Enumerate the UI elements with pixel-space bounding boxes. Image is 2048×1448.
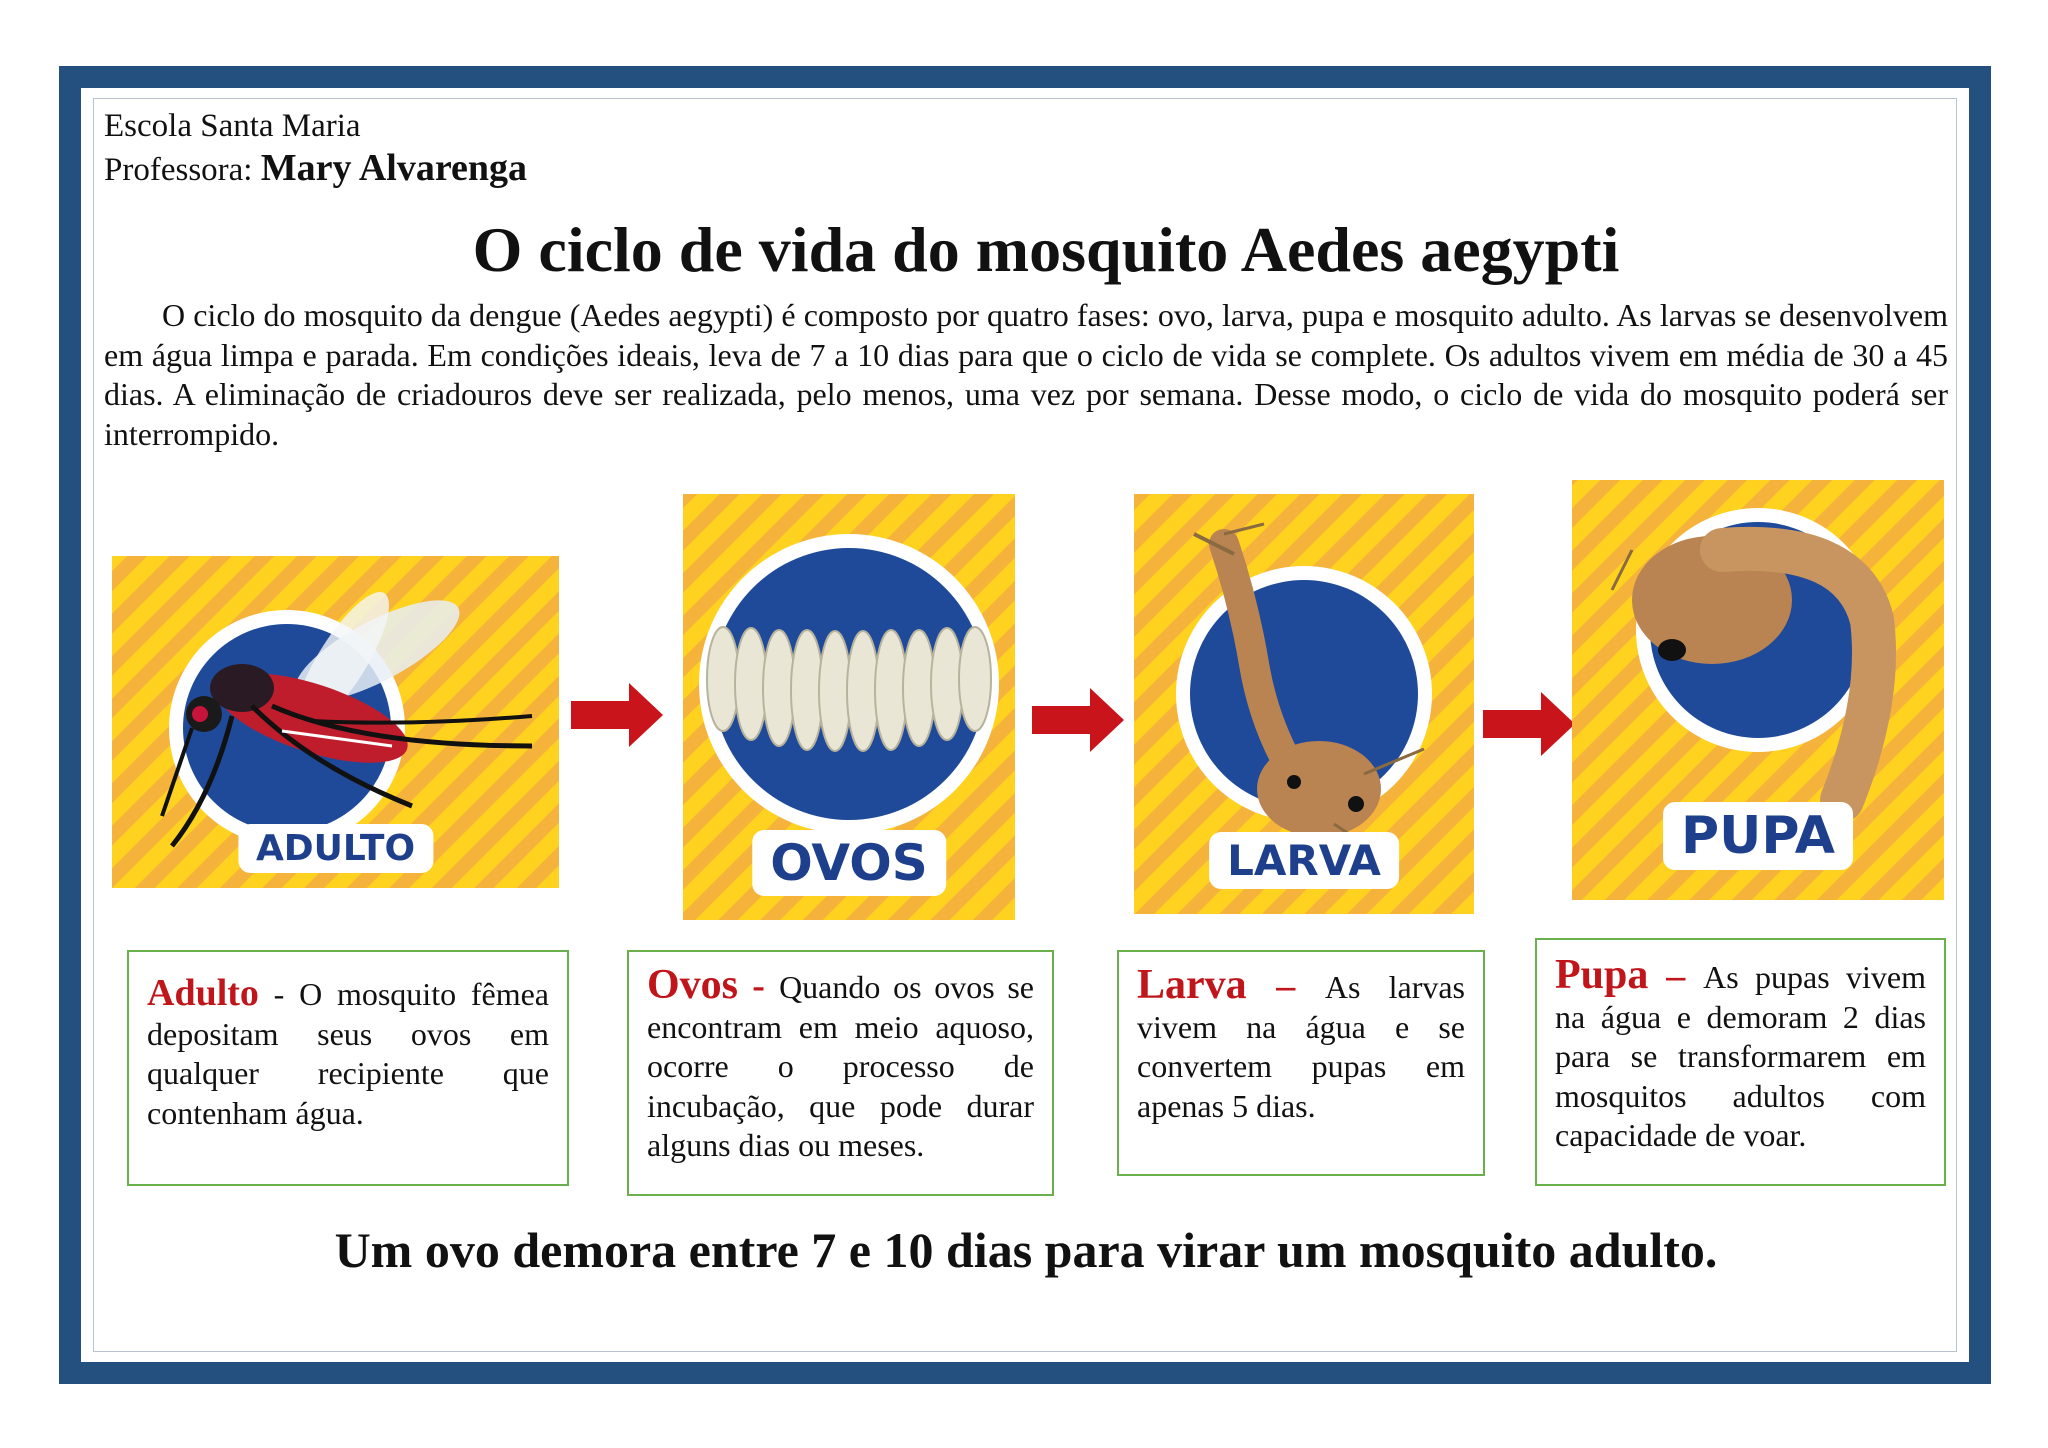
pupa-stage-card xyxy=(1572,480,1944,900)
arrow-right-icon xyxy=(1483,692,1575,756)
arrow-right-icon xyxy=(1032,688,1124,752)
pupa-separator: – xyxy=(1648,955,1704,997)
school-name: Escola Santa Maria xyxy=(104,108,361,144)
teacher-line xyxy=(104,146,527,192)
teacher-prefix: Professora: xyxy=(104,152,253,188)
eggs-card-label: OVOS xyxy=(752,830,946,896)
eggs-description-box xyxy=(627,950,1054,1196)
larva-card-label: LARVA xyxy=(1209,832,1399,889)
eggs-stage-card xyxy=(683,494,1015,920)
arrow-right-icon xyxy=(571,683,663,747)
page-title: O ciclo de vida do mosquito Aedes aegypti xyxy=(472,214,1620,285)
footer-statement: Um ovo demora entre 7 e 10 dias para virar um mosquito adulto. xyxy=(334,1222,1718,1278)
adult-stage-name: Adulto xyxy=(147,972,259,1014)
adult-description: O mosquito fêmea depositam seus ovos em qualquer recipiente que contenham água. xyxy=(147,976,549,1131)
intro-paragraph: O ciclo do mosquito da dengue (Aedes aegypti) é composto por quatro fases: ovo, larva, pupa e mosquito adulto. As larvas se desenvolvem em água limpa e parada. Em condições ideais, leva de 7 a 10 dias para que o ciclo de vida se complete. Os adultos vivem em média de 30 a 45 dias. A eliminação de criadouros deve ser realizada, pelo menos, uma vez por semana. Desse modo, o ciclo de vida do mosquito poderá ser interrompido. xyxy=(104,297,1948,452)
pupa-stage-name: Pupa xyxy=(1555,952,1649,998)
pupa-card-label: PUPA xyxy=(1663,802,1853,870)
larva-description-box xyxy=(1117,950,1485,1176)
adult-stage-card xyxy=(112,556,559,888)
larva-stage-name: Larva xyxy=(1137,962,1247,1008)
eggs-stage-name: Ovos xyxy=(647,962,739,1008)
larva-separator: – xyxy=(1246,965,1325,1007)
adult-card-label: ADULTO xyxy=(238,824,433,873)
adult-description-box xyxy=(127,950,569,1186)
larva-stage-card xyxy=(1134,494,1474,914)
teacher-name: Mary Alvarenga xyxy=(260,147,528,189)
pupa-description: As pupas vivem na água e demoram 2 dias para se transformarem em mosquitos adultos com capacidade de voar. xyxy=(1555,959,1927,1153)
larva-description: As larvas vivem na água e se convertem pupas em apenas 5 dias. xyxy=(1137,969,1465,1124)
eggs-separator: - xyxy=(738,965,780,1007)
eggs-description: Quando os ovos se encontram em meio aquoso, ocorre o processo de incubação, que pode durar alguns dias ou meses. xyxy=(647,969,1035,1163)
pupa-description-box xyxy=(1535,938,1946,1186)
adult-separator: - xyxy=(258,976,300,1012)
